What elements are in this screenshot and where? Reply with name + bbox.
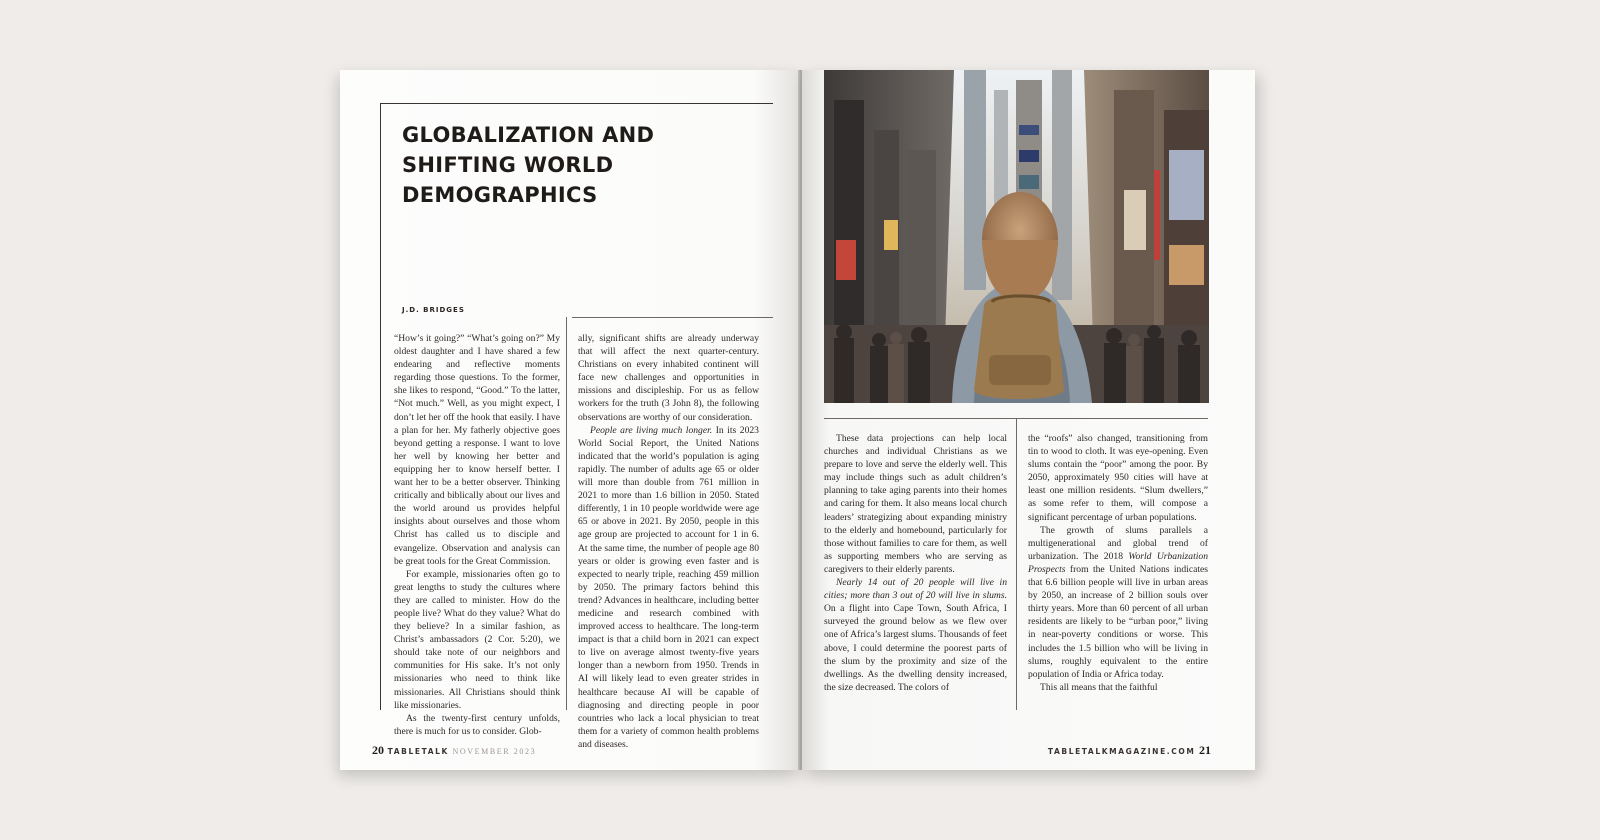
paragraph: the “roofs” also changed, transitioning from tin to wood to cloth. It was eye-opening. Even slums contain the “poor” among the poor. By 2050, approximately 950 cities will have at least one million residents. “Slum dwellers,” as some refer to them, will compose a significant percentage of urban populations. bbox=[1028, 433, 1208, 523]
column-divider bbox=[566, 317, 567, 710]
paragraph: The growth of slums parallels a multigenerational and global trend of urbanization. The 2018 World Urbanization Prospects from the United Nations indicates that 6.6 billion people will live in urban areas by 2050, an increase of 2 billion souls over thirty years. More than 60 percent of all urban residents are likely to be “urban poor,” living in near-poverty conditions or worse. This includes the 1.5 billion who will be living in slums, roughly equivalent to the entire population of India or Africa today. bbox=[1028, 524, 1208, 680]
headline-line-2: SHIFTING WORLD bbox=[402, 153, 614, 177]
paragraph: This all means that the faithful bbox=[1040, 681, 1158, 693]
byline: J.D. BRIDGES bbox=[402, 306, 465, 314]
frame-rule-left bbox=[380, 103, 381, 710]
column-rule-top bbox=[572, 317, 773, 318]
issue-date: NOVEMBER 2023 bbox=[452, 747, 537, 756]
magazine-name: TABLETALK bbox=[387, 747, 449, 756]
paragraph: For example, missionaries often go to great lengths to study the cultures where they are called to minister. How do the people live? What do they value? What do they believe? In a similar fashion, as Christ’s ambassadors (2 Cor. 5:20), we should take note of our neighbors and communities for His sake. It’s not only missionaries who need to think like missionaries. All Christians should think like missionaries. bbox=[394, 568, 560, 711]
folio-right bbox=[1048, 743, 1211, 758]
article-headline bbox=[402, 120, 762, 210]
article-column-2 bbox=[578, 332, 759, 750]
column-divider bbox=[1016, 418, 1017, 710]
left-page bbox=[340, 70, 800, 770]
frame-rule-top bbox=[380, 103, 773, 104]
city-street-photo bbox=[824, 70, 1209, 403]
lead-in: Nearly 14 out of 20 people will live in cities; more than 3 out of 20 will live in slums. bbox=[824, 577, 1007, 602]
paragraph: ally, significant shifts are already underway that will affect the next quarter-century. Christians on every inhabited continent will face new challenges and opportunities in missions and discipleship. For us as fellow workers for the truth (3 John 8), the following observations are worthy of our consideration. bbox=[578, 333, 759, 423]
paragraph: These data projections can help local churches and individual Christians as we prepare to love and serve the elderly well. This may include things such as adult children’s planning to take aging parents into their homes and caring for them. It also means local church leaders’ strategizing about expanding ministry to the elderly and homebound, particularly for those without families to care for them, as well as supporting members who are serving as caregivers to their elderly parents. bbox=[824, 433, 1007, 575]
article-column-3 bbox=[824, 432, 1007, 710]
headline-line-3: DEMOGRAPHICS bbox=[402, 183, 598, 207]
lead-in: People are living much longer. bbox=[590, 424, 713, 436]
paragraph: Nearly 14 out of 20 people will live in cities; more than 3 out of 20 will live in slums. On a flight into Cape Town, South Africa, I surveyed the ground below as we flew over one of Africa’s largest slums. Thousands of feet above, I could determine the poorest parts of the slum by the proximity and size of the dwellings. As the dwelling density increased, the size decreased. The colors of bbox=[824, 577, 1007, 693]
paragraph: People are living much longer. In its 2023 World Social Report, the United Nations indicated that the world’s population is aging rapidly. The number of adults age 65 or older will more than double from 761 million in 2021 to more than 1.6 billion in 2050. Stated differently, 1 in 10 people worldwide were age 65 or above in 2021. By 2050, people in this age group are projected to account for 1 in 6. At the same time, the number of people age 80 years or older is growing even faster and is expected to nearly triple, reaching 459 million by 2050. The primary factors behind this trend? Advances in healthcare, including better medicine and research combined with improved access to healthcare. The long-term impact is that a child born in 2021 can expect to live on average almost twenty-five years longer than a newborn from 1950. Trends in AI will likely lead to even greater strides in healthcare because AI will be capable of diagnosing and directing people in poor countries who lack a local physician to treat them for a variety of common health problems and diseases. bbox=[578, 424, 759, 750]
website: TABLETALKMAGAZINE.COM bbox=[1047, 747, 1196, 756]
article-column-1 bbox=[394, 332, 560, 737]
paragraph: As the twenty-first century unfolds, there is much for us to consider. Glob- bbox=[394, 712, 560, 737]
page-number: 20 bbox=[372, 743, 384, 757]
article-column-4 bbox=[1028, 432, 1208, 710]
paragraph: “How’s it going?” “What’s going on?” My oldest daughter and I have shared a few endearing and reflective moments regarding those questions. To the former, she likes to respond, “Good.” To the latter, “Not much.” Well, as you might expect, I don’t let her off the hook that easily. I have a plan for her. My fatherly objective goes beyond getting a response. I want to love her well by knowing her better and equipping her to know herself better. I want her to be a better observer. Thinking critically and biblically about our lives and the world around us provides helpful insights about ourselves and those whom Christ has called us to disciple and evangelize. Observation and analysis can be great tools for the Great Commission. bbox=[394, 333, 560, 567]
folio-left bbox=[372, 743, 536, 758]
magazine-spread bbox=[340, 70, 1255, 770]
report-title: World Urbanization Prospects bbox=[1028, 550, 1208, 575]
right-page bbox=[802, 70, 1255, 770]
page-number: 21 bbox=[1199, 743, 1211, 757]
headline-line-1: GLOBALIZATION AND bbox=[402, 123, 655, 147]
photo-illustration bbox=[824, 70, 1209, 403]
